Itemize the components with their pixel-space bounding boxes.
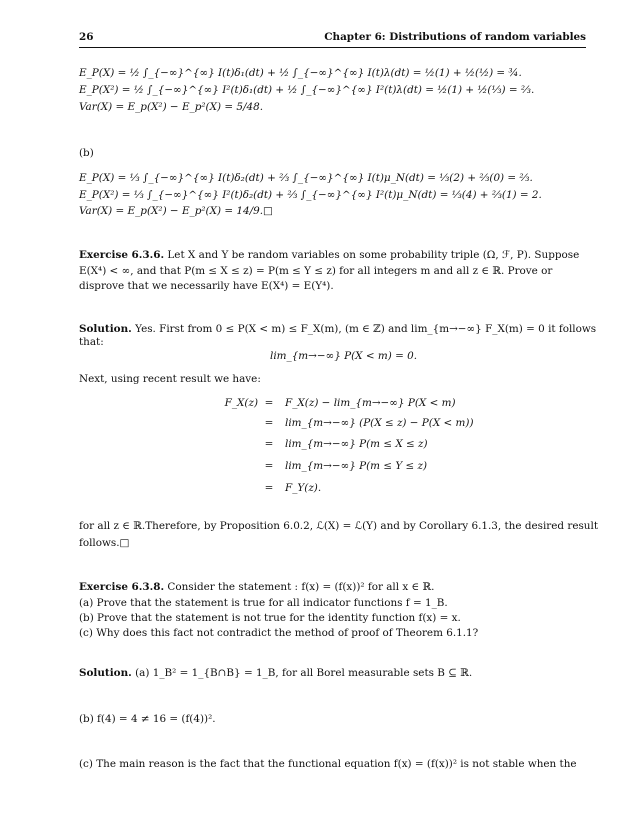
exercise-636-label: Exercise 6.3.6. (79, 249, 165, 261)
solution-636-conclusion-2: follows.□ (79, 537, 130, 549)
part-a-line-1: E_P(X) = ½ ∫_{−∞}^{∞} I(t)δ₁(dt) + ½ ∫_{−∞}^{∞} I(t)λ(dt) = ½(1) + ½(½) = ¾. (79, 67, 522, 79)
part-a-line-3: Var(X) = E_p(X²) − E_p²(X) = 5/48. (79, 101, 263, 113)
align-rhs-1: F_X(z) − lim_{m→−∞} P(X < m) (285, 397, 456, 409)
part-b-label: (b) (79, 147, 94, 159)
part-b-line-3: Var(X) = E_p(X²) − E_p²(X) = 14/9.□ (79, 205, 273, 217)
part-a-line-2: E_P(X²) = ½ ∫_{−∞}^{∞} I²(t)δ₁(dt) + ½ ∫_{−∞}^{∞} I²(t)λ(dt) = ½(1) + ½(⅓) = ⅔. (79, 84, 535, 96)
align-rhs-2: lim_{m→−∞} (P(X ≤ z) − P(X < m)) (285, 417, 474, 429)
exercise-638-part-a: (a) Prove that the statement is true for all indicator functions f = 1_B. (79, 597, 448, 609)
exercise-638-part-b: (b) Prove that the statement is not true for the identity function f(x) = x. (79, 612, 461, 624)
align-lhs: F_X(z) (224, 397, 258, 409)
part-b-line-2: E_P(X²) = ⅓ ∫_{−∞}^{∞} I²(t)δ₂(dt) + ⅔ ∫_{−∞}^{∞} I²(t)μ_N(dt) = ⅓(4) + ⅔(1) = 2. (79, 189, 542, 201)
align-rhs-3: lim_{m→−∞} P(m ≤ X ≤ z) (285, 438, 428, 450)
align-rhs-4: lim_{m→−∞} P(m ≤ Y ≤ z) (285, 460, 428, 472)
exercise-638-line-1 (79, 581, 434, 594)
align-eq-2: = (264, 417, 274, 429)
solution-638-label: Solution. (79, 667, 132, 679)
chapter-title: Chapter 6: Distributions of random variables (324, 31, 586, 43)
solution-638-part-c: (c) The main reason is the fact that the functional equation f(x) = (f(x))² is not stable when the (79, 758, 577, 770)
exercise-638-label: Exercise 6.3.8. (79, 581, 165, 593)
solution-636-that: that: (79, 336, 104, 348)
solution-636-text-1: Yes. First from 0 ≤ P(X < m) ≤ F_X(m), (m ∈ ℤ) and lim_{m→−∞} F_X(m) = 0 it follows (135, 323, 597, 335)
exercise-636-line-3: disprove that we necessarily have E(X⁴) = E(Y⁴). (79, 280, 334, 292)
align-eq-5: = (264, 482, 274, 494)
exercise-636-line-1 (79, 249, 579, 262)
solution-638-part-a: (a) 1_B² = 1_{B∩B} = 1_B, for all Borel measurable sets B ⊆ ℝ. (135, 667, 473, 679)
align-rhs-5: F_Y(z). (285, 482, 322, 494)
align-eq-1: = (264, 397, 274, 409)
exercise-636-line-2: E(X⁴) < ∞, and that P(m ≤ X ≤ z) = P(m ≤ Y ≤ z) for all integers m and all z ∈ ℝ. Prove or (79, 265, 553, 277)
page-number: 26 (79, 31, 94, 43)
part-b-line-1: E_P(X) = ⅓ ∫_{−∞}^{∞} I(t)δ₂(dt) + ⅔ ∫_{−∞}^{∞} I(t)μ_N(dt) = ⅓(2) + ⅔(0) = ⅔. (79, 172, 533, 184)
align-eq-3: = (264, 438, 274, 450)
header-rule (79, 47, 586, 48)
limit-equation: lim_{m→−∞} P(X < m) = 0. (270, 350, 418, 362)
exercise-638-text-1: Consider the statement : f(x) = (f(x))² for all x ∈ ℝ. (167, 581, 435, 593)
solution-636-line-1 (79, 323, 596, 336)
align-eq-4: = (264, 460, 274, 472)
solution-636-label: Solution. (79, 323, 132, 335)
solution-636-conclusion-1: for all z ∈ ℝ.Therefore, by Proposition 6.0.2, ℒ(X) = ℒ(Y) and by Corollary 6.1.3, the desired result (79, 520, 598, 532)
solution-638-line-1 (79, 667, 472, 680)
solution-638-part-b: (b) f(4) = 4 ≠ 16 = (f(4))². (79, 713, 216, 725)
solution-636-next: Next, using recent result we have: (79, 373, 261, 385)
exercise-636-text-1: Let X and Y be random variables on some probability triple (Ω, ℱ, P). Suppose (167, 249, 580, 261)
exercise-638-part-c: (c) Why does this fact not contradict the method of proof of Theorem 6.1.1? (79, 627, 479, 639)
